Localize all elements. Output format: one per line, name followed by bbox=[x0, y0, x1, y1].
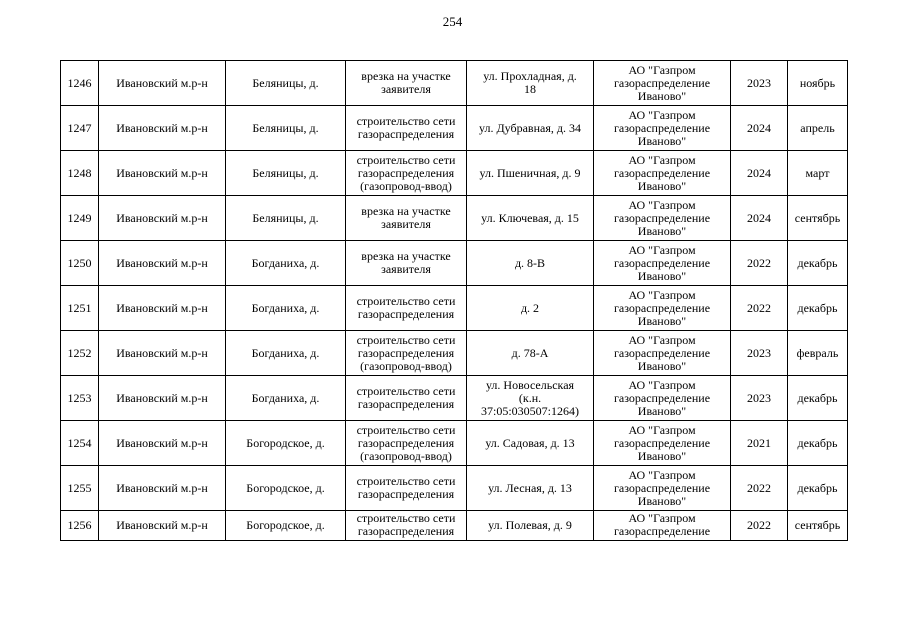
district-cell: Ивановский м.р-н bbox=[99, 241, 226, 286]
address-cell: ул. Лесная, д. 13 bbox=[467, 466, 594, 511]
year-cell: 2023 bbox=[731, 61, 788, 106]
district-cell: Ивановский м.р-н bbox=[99, 151, 226, 196]
work-type-cell: врезка на участке заявителя bbox=[346, 61, 467, 106]
table-row bbox=[61, 286, 848, 331]
organization-cell: АО "Газпром газораспределение Иваново" bbox=[594, 196, 731, 241]
work-type-cell: строительство сети газораспределения bbox=[346, 376, 467, 421]
locality-cell: Беляницы, д. bbox=[226, 196, 346, 241]
organization-cell: АО "Газпром газораспределение Иваново" bbox=[594, 466, 731, 511]
month-cell: сентябрь bbox=[788, 511, 848, 541]
work-type-cell: строительство сети газораспределения bbox=[346, 466, 467, 511]
address-cell: ул. Дубравная, д. 34 bbox=[467, 106, 594, 151]
year-cell: 2022 bbox=[731, 511, 788, 541]
table-row bbox=[61, 421, 848, 466]
row-number: 1256 bbox=[61, 511, 99, 541]
locality-cell: Богданиха, д. bbox=[226, 286, 346, 331]
year-cell: 2024 bbox=[731, 196, 788, 241]
organization-cell: АО "Газпром газораспределение Иваново" bbox=[594, 241, 731, 286]
work-type-cell: строительство сети газораспределения (газопровод-ввод) bbox=[346, 421, 467, 466]
organization-cell: АО "Газпром газораспределение Иваново" bbox=[594, 421, 731, 466]
table-row bbox=[61, 106, 848, 151]
table-row bbox=[61, 331, 848, 376]
work-type-cell: строительство сети газораспределения bbox=[346, 286, 467, 331]
address-cell: ул. Новосельская (к.н. 37:05:030507:1264) bbox=[467, 376, 594, 421]
organization-cell: АО "Газпром газораспределение Иваново" bbox=[594, 376, 731, 421]
address-cell: д. 8-В bbox=[467, 241, 594, 286]
locality-cell: Богородское, д. bbox=[226, 466, 346, 511]
row-number: 1246 bbox=[61, 61, 99, 106]
work-type-cell: строительство сети газораспределения (газопровод-ввод) bbox=[346, 331, 467, 376]
year-cell: 2022 bbox=[731, 241, 788, 286]
table-row bbox=[61, 61, 848, 106]
row-number: 1253 bbox=[61, 376, 99, 421]
row-number: 1255 bbox=[61, 466, 99, 511]
year-cell: 2023 bbox=[731, 331, 788, 376]
locality-cell: Беляницы, д. bbox=[226, 61, 346, 106]
work-type-cell: строительство сети газораспределения (газопровод-ввод) bbox=[346, 151, 467, 196]
organization-cell: АО "Газпром газораспределение Иваново" bbox=[594, 151, 731, 196]
month-cell: декабрь bbox=[788, 376, 848, 421]
work-type-cell: строительство сети газораспределения bbox=[346, 511, 467, 541]
month-cell: декабрь bbox=[788, 466, 848, 511]
organization-cell: АО "Газпром газораспределение bbox=[594, 511, 731, 541]
district-cell: Ивановский м.р-н bbox=[99, 61, 226, 106]
row-number: 1252 bbox=[61, 331, 99, 376]
locality-cell: Богородское, д. bbox=[226, 511, 346, 541]
address-cell: ул. Садовая, д. 13 bbox=[467, 421, 594, 466]
table-row bbox=[61, 466, 848, 511]
month-cell: сентябрь bbox=[788, 196, 848, 241]
district-cell: Ивановский м.р-н bbox=[99, 196, 226, 241]
table-row bbox=[61, 376, 848, 421]
district-cell: Ивановский м.р-н bbox=[99, 376, 226, 421]
row-number: 1250 bbox=[61, 241, 99, 286]
locality-cell: Богданиха, д. bbox=[226, 241, 346, 286]
table-row bbox=[61, 241, 848, 286]
address-cell: д. 78-А bbox=[467, 331, 594, 376]
gasification-table bbox=[60, 60, 848, 541]
row-number: 1247 bbox=[61, 106, 99, 151]
month-cell: март bbox=[788, 151, 848, 196]
district-cell: Ивановский м.р-н bbox=[99, 106, 226, 151]
work-type-cell: строительство сети газораспределения bbox=[346, 106, 467, 151]
year-cell: 2024 bbox=[731, 106, 788, 151]
organization-cell: АО "Газпром газораспределение Иваново" bbox=[594, 286, 731, 331]
organization-cell: АО "Газпром газораспределение Иваново" bbox=[594, 331, 731, 376]
year-cell: 2023 bbox=[731, 376, 788, 421]
address-cell: ул. Прохладная, д. 18 bbox=[467, 61, 594, 106]
district-cell: Ивановский м.р-н bbox=[99, 286, 226, 331]
locality-cell: Богородское, д. bbox=[226, 421, 346, 466]
row-number: 1254 bbox=[61, 421, 99, 466]
row-number: 1249 bbox=[61, 196, 99, 241]
locality-cell: Беляницы, д. bbox=[226, 151, 346, 196]
month-cell: апрель bbox=[788, 106, 848, 151]
table-row bbox=[61, 151, 848, 196]
year-cell: 2022 bbox=[731, 466, 788, 511]
district-cell: Ивановский м.р-н bbox=[99, 511, 226, 541]
page-number: 254 bbox=[442, 14, 463, 29]
address-cell: ул. Полевая, д. 9 bbox=[467, 511, 594, 541]
district-cell: Ивановский м.р-н bbox=[99, 421, 226, 466]
locality-cell: Беляницы, д. bbox=[226, 106, 346, 151]
year-cell: 2021 bbox=[731, 421, 788, 466]
address-cell: ул. Пшеничная, д. 9 bbox=[467, 151, 594, 196]
locality-cell: Богданиха, д. bbox=[226, 331, 346, 376]
row-number: 1251 bbox=[61, 286, 99, 331]
organization-cell: АО "Газпром газораспределение Иваново" bbox=[594, 106, 731, 151]
month-cell: февраль bbox=[788, 331, 848, 376]
district-cell: Ивановский м.р-н bbox=[99, 466, 226, 511]
year-cell: 2022 bbox=[731, 286, 788, 331]
locality-cell: Богданиха, д. bbox=[226, 376, 346, 421]
table-row bbox=[61, 511, 848, 541]
work-type-cell: врезка на участке заявителя bbox=[346, 196, 467, 241]
address-cell: д. 2 bbox=[467, 286, 594, 331]
work-type-cell: врезка на участке заявителя bbox=[346, 241, 467, 286]
year-cell: 2024 bbox=[731, 151, 788, 196]
organization-cell: АО "Газпром газораспределение Иваново" bbox=[594, 61, 731, 106]
row-number: 1248 bbox=[61, 151, 99, 196]
month-cell: декабрь bbox=[788, 421, 848, 466]
month-cell: декабрь bbox=[788, 286, 848, 331]
address-cell: ул. Ключевая, д. 15 bbox=[467, 196, 594, 241]
district-cell: Ивановский м.р-н bbox=[99, 331, 226, 376]
month-cell: ноябрь bbox=[788, 61, 848, 106]
table-row bbox=[61, 196, 848, 241]
month-cell: декабрь bbox=[788, 241, 848, 286]
